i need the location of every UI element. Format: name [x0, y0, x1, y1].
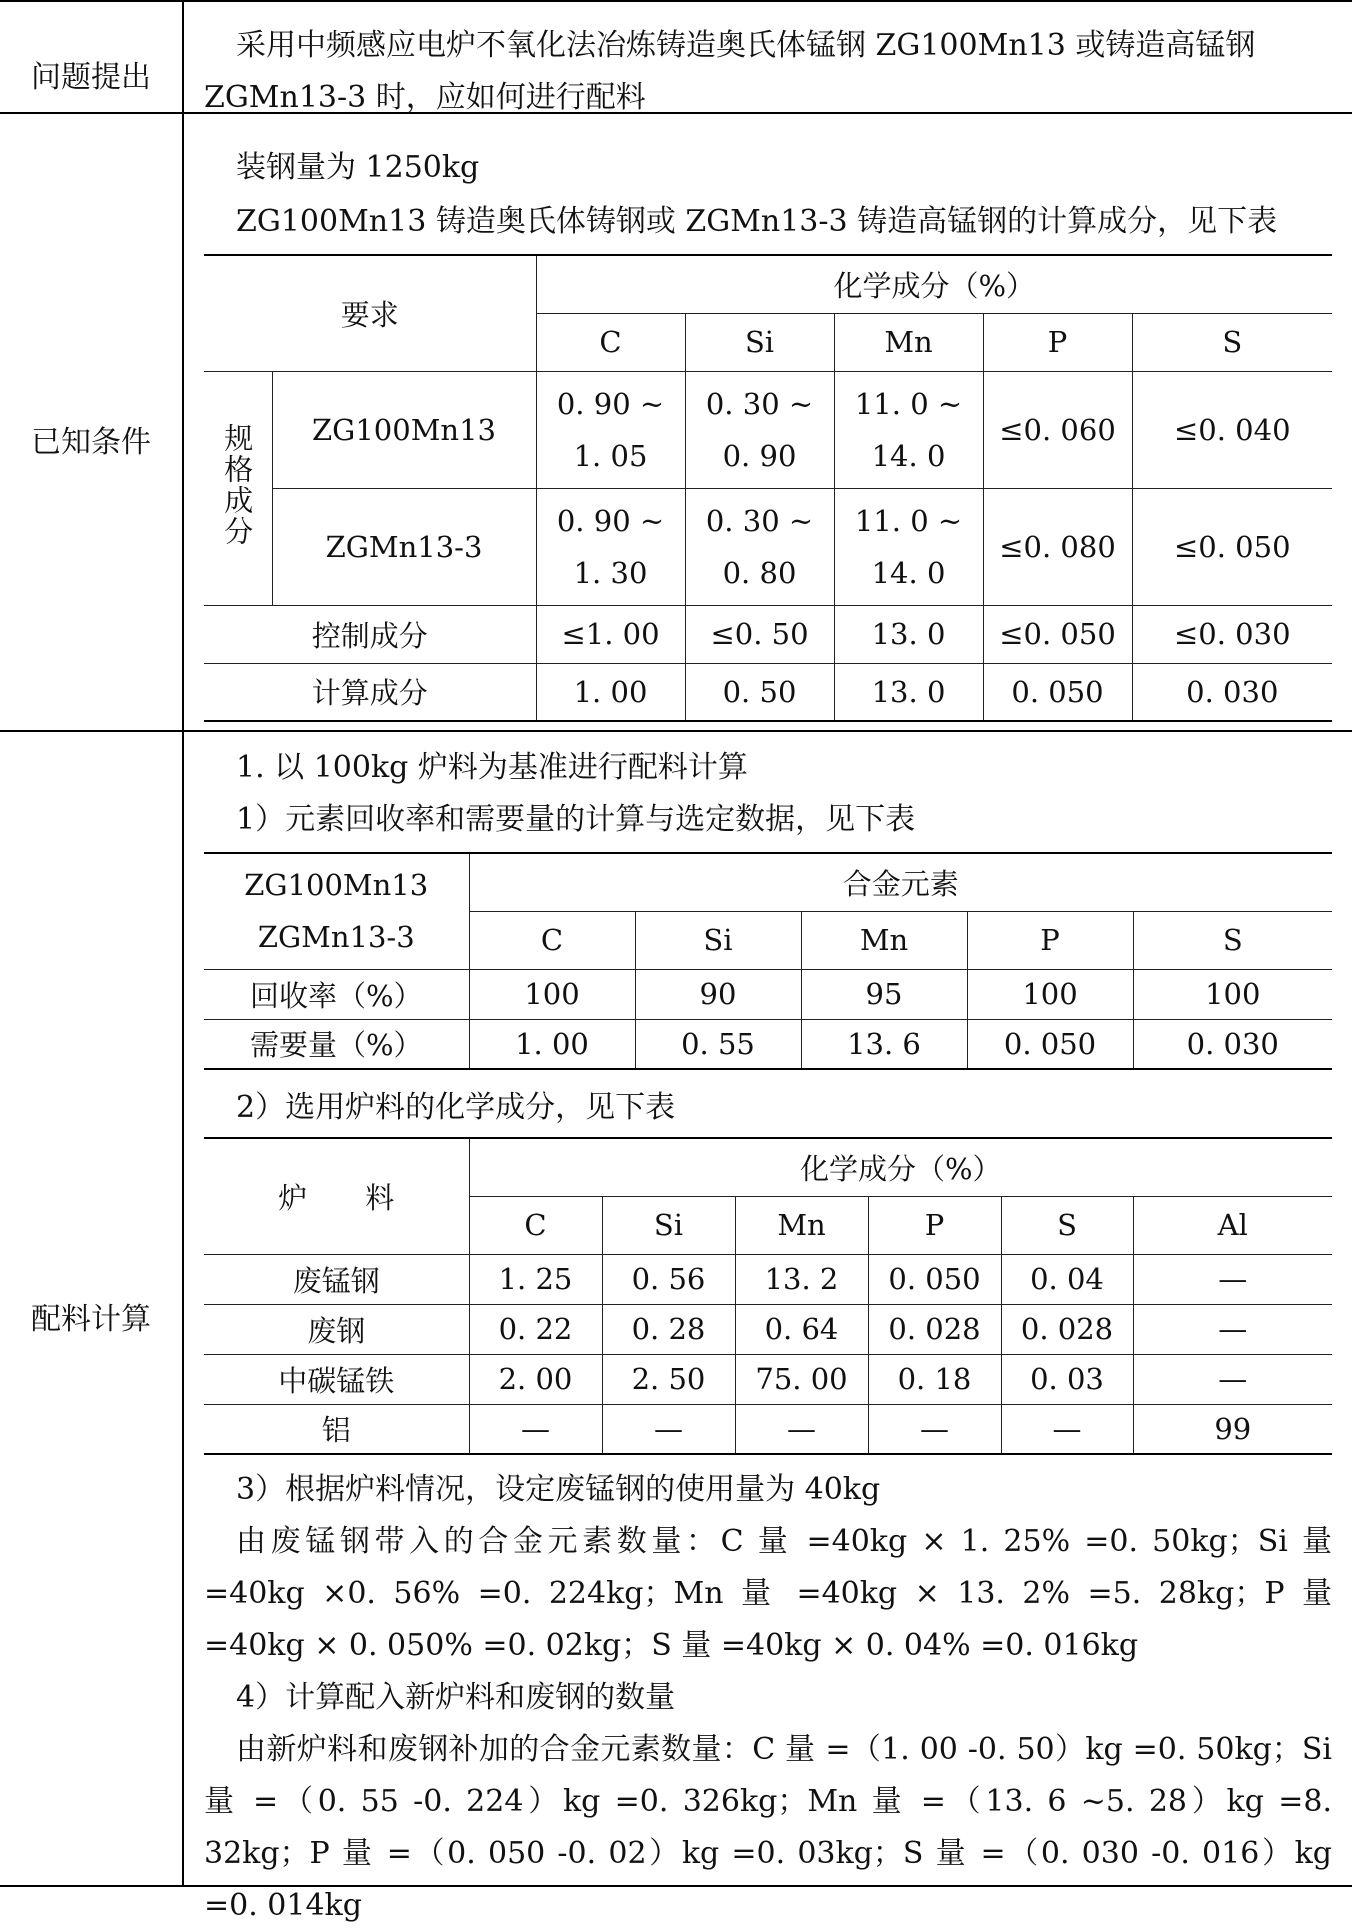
header-chem: 化学成分（%）: [469, 1138, 1332, 1196]
value-cell: 0. 030: [1132, 663, 1332, 721]
calc-step-1-2: 2）选用炉料的化学成分，见下表: [236, 1090, 676, 1125]
label-column-divider: [182, 2, 184, 1885]
value-cell: 100: [967, 969, 1133, 1019]
col-si: Si: [685, 313, 834, 371]
value-cell: 0. 55: [635, 1019, 801, 1069]
value-cell: 0. 050: [967, 1019, 1133, 1069]
col-mn: Mn: [834, 313, 983, 371]
value-cell: 0. 22: [469, 1304, 602, 1354]
value-cell: 2. 50: [602, 1354, 735, 1404]
range-cell: [834, 371, 983, 488]
paragraph-scrap-contribution: 由废锰钢带入的合金元素数量：C 量 =40kg × 1. 25% =0. 50kg；Si 量 =40kg ×0. 56% =0. 224kg；Mn 量 =40kg × 13. 2% =5. 28kg；P 量 =40kg × 0. 050% =0. 02kg；S 量 =40kg × 0. 04% =0. 016kg: [204, 1524, 1332, 1663]
col-si: Si: [602, 1196, 735, 1254]
value-cell: —: [602, 1404, 735, 1454]
value-cell: 0. 56: [602, 1254, 735, 1304]
col-p: P: [967, 911, 1133, 969]
header-requirement: 要求: [204, 255, 536, 371]
value-cell: 99: [1133, 1404, 1332, 1454]
range-to: 0. 90: [722, 438, 797, 473]
col-al: Al: [1133, 1196, 1332, 1254]
range-cell: [536, 371, 685, 488]
charge-name: 中碳锰铁: [204, 1354, 469, 1404]
value-cell: ≤0. 030: [1132, 605, 1332, 663]
value-cell: 0. 050: [868, 1254, 1001, 1304]
value-cell: 0. 04: [1001, 1254, 1133, 1304]
value-cell: —: [1133, 1304, 1332, 1354]
value-cell: 0. 028: [868, 1304, 1001, 1354]
value-cell: ≤0. 50: [685, 605, 834, 663]
range-to: 1. 05: [573, 438, 648, 473]
value-cell: 13. 6: [801, 1019, 967, 1069]
charge-table: [204, 1137, 1332, 1455]
value-cell: 100: [469, 969, 635, 1019]
value-cell: —: [1133, 1354, 1332, 1404]
section-divider: [0, 112, 1352, 114]
grade-header-1: ZG100Mn13: [244, 868, 429, 903]
value-cell: 95: [801, 969, 967, 1019]
value-cell: 2. 00: [469, 1354, 602, 1404]
value-cell: ≤0. 080: [983, 488, 1132, 605]
value-cell: —: [735, 1404, 868, 1454]
col-p: P: [983, 313, 1132, 371]
range-cell: [834, 488, 983, 605]
range-from: 11. 0 ~: [854, 386, 963, 421]
range-from: 0. 90 ~: [556, 386, 665, 421]
value-cell: ≤1. 00: [536, 605, 685, 663]
range-cell: [685, 488, 834, 605]
charge-name: 废锰钢: [204, 1254, 469, 1304]
value-cell: 75. 00: [735, 1354, 868, 1404]
value-cell: 90: [635, 969, 801, 1019]
grade-header: [204, 853, 469, 969]
value-cell: 0. 28: [602, 1304, 735, 1354]
value-cell: 0. 050: [983, 663, 1132, 721]
value-cell: —: [868, 1404, 1001, 1454]
value-cell: —: [469, 1404, 602, 1454]
known-line-1: 装钢量为 1250kg: [236, 150, 480, 185]
value-cell: —: [1001, 1404, 1133, 1454]
row-label-recovery: 回收率（%）: [204, 969, 469, 1019]
value-cell: 100: [1133, 969, 1332, 1019]
value-cell: 0. 03: [1001, 1354, 1133, 1404]
value-cell: 1. 00: [536, 663, 685, 721]
range-cell: [536, 488, 685, 605]
value-cell: 0. 64: [735, 1304, 868, 1354]
calc-step-1: 1. 以 100kg 炉料为基准进行配料计算: [236, 750, 748, 785]
col-c: C: [536, 313, 685, 371]
range-from: 0. 30 ~: [705, 503, 814, 538]
col-s: S: [1132, 313, 1332, 371]
row-label-need: 需要量（%）: [204, 1019, 469, 1069]
calc-step-1-1: 1）元素回收率和需要量的计算与选定数据，见下表: [236, 802, 916, 837]
col-s: S: [1133, 911, 1332, 969]
recovery-table: [204, 852, 1332, 1070]
col-p: P: [868, 1196, 1001, 1254]
section-label-known: 已知条件: [31, 425, 151, 460]
col-mn: Mn: [735, 1196, 868, 1254]
charge-name: 铝: [204, 1404, 469, 1454]
spec-label-cell: [204, 371, 272, 605]
value-cell: 1. 25: [469, 1254, 602, 1304]
value-cell: ≤0. 050: [983, 605, 1132, 663]
header-alloy: 合金元素: [469, 853, 1332, 911]
paragraph-supplement: 由新炉料和废钢补加的合金元素数量：C 量 =（1. 00 -0. 50）kg =0. 50kg；Si 量 =（0. 55 -0. 224）kg =0. 326kg；Mn 量 =（13. 6 ~5. 28）kg =8. 32kg；P 量 =（0. 050 -0. 02）kg =0. 03kg；S 量 =（0. 030 -0. 016）kg =0. 014kg: [204, 1732, 1332, 1923]
col-mn: Mn: [801, 911, 967, 969]
problem-line-2: ZGMn13-3 时，应如何进行配料: [204, 80, 646, 115]
grade-name: ZG100Mn13: [272, 371, 536, 488]
col-c: C: [469, 911, 635, 969]
col-si: Si: [635, 911, 801, 969]
range-from: 11. 0 ~: [854, 503, 963, 538]
value-cell: 0. 18: [868, 1354, 1001, 1404]
range-cell: [685, 371, 834, 488]
value-cell: ≤0. 040: [1132, 371, 1332, 488]
section-label-calc: 配料计算: [31, 1302, 151, 1337]
section-label-problem: 问题提出: [31, 60, 151, 95]
value-cell: ≤0. 060: [983, 371, 1132, 488]
calc-step-1-3: 3）根据炉料情况，设定废锰钢的使用量为 40kg: [236, 1472, 881, 1507]
value-cell: 0. 028: [1001, 1304, 1133, 1354]
spec-label: 规格成分: [220, 422, 255, 547]
row-label-control: 控制成分: [204, 605, 536, 663]
row-label-calc: 计算成分: [204, 663, 536, 721]
col-c: C: [469, 1196, 602, 1254]
grade-name: ZGMn13-3: [272, 488, 536, 605]
range-to: 1. 30: [573, 555, 648, 590]
value-cell: —: [1133, 1254, 1332, 1304]
value-cell: 13. 0: [834, 605, 983, 663]
value-cell: 13. 2: [735, 1254, 868, 1304]
problem-line-1: 采用中频感应电炉不氧化法冶炼铸造奥氏体锰钢 ZG100Mn13 或铸造高锰钢: [236, 28, 1256, 63]
value-cell: 0. 50: [685, 663, 834, 721]
range-to: 0. 80: [722, 555, 797, 590]
value-cell: 13. 0: [834, 663, 983, 721]
composition-table: [204, 254, 1332, 722]
value-cell: 1. 00: [469, 1019, 635, 1069]
range-to: 14. 0: [871, 438, 946, 473]
value-cell: 0. 030: [1133, 1019, 1332, 1069]
col-s: S: [1001, 1196, 1133, 1254]
calc-step-1-4: 4）计算配入新炉料和废钢的数量: [236, 1680, 676, 1715]
range-from: 0. 30 ~: [705, 386, 814, 421]
grade-header-2: ZGMn13-3: [257, 920, 415, 955]
section-divider: [0, 730, 1352, 732]
header-charge: 炉 料: [204, 1138, 469, 1254]
charge-name: 废钢: [204, 1304, 469, 1354]
range-from: 0. 90 ~: [556, 503, 665, 538]
value-cell: ≤0. 050: [1132, 488, 1332, 605]
header-chem: 化学成分（%）: [536, 255, 1332, 313]
known-line-2: ZG100Mn13 铸造奥氏体铸钢或 ZGMn13-3 铸造高锰钢的计算成分，见下表: [236, 204, 1278, 239]
range-to: 14. 0: [871, 555, 946, 590]
